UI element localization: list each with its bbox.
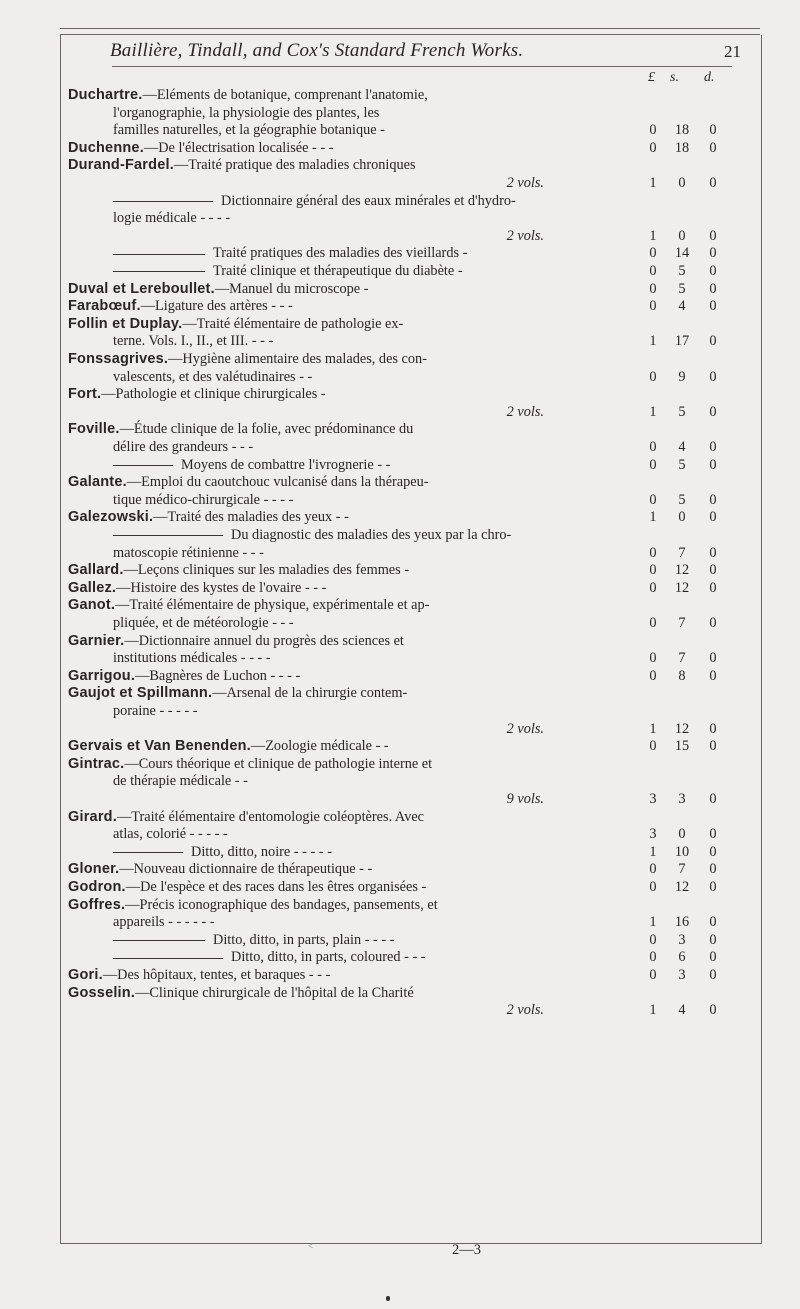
author-name: Gallez. (68, 579, 117, 596)
price-shillings: 17 (674, 333, 690, 350)
shillings-column-header: s. (670, 70, 679, 85)
entry-text: —De l'espèce et des races dans les êtres organisées - (125, 879, 427, 895)
ditto-dash (113, 940, 205, 941)
price-shillings: 6 (678, 949, 686, 966)
entry-text: —Traité pratique des maladies chroniques (173, 157, 416, 174)
price-shillings: 7 (678, 861, 686, 878)
price-shillings: 9 (678, 368, 686, 385)
printer-mark: ˂ (308, 1241, 314, 1251)
price-shillings: 5 (678, 456, 686, 473)
price-pounds: 3 (649, 826, 657, 843)
volumes-note: 2 vols. (506, 403, 544, 420)
entry-text: atlas, colorié - - - - - (113, 826, 228, 843)
author-name: Gervais et Van Benenden. (68, 738, 251, 755)
entry-text: Ditto, ditto, in parts, coloured - - - (231, 949, 426, 966)
price-pence: 0 (709, 263, 717, 279)
price-shillings: 3 (678, 967, 686, 983)
price-pence: 0 (709, 931, 717, 948)
catalog-entry (68, 897, 768, 932)
price-pounds: 1 (649, 174, 657, 191)
entry-text: Traité pratiques des maladies des vieillards - (213, 245, 468, 262)
entry-text: Ditto, ditto, in parts, plain - - - - (213, 931, 395, 948)
price-pounds: 0 (649, 931, 657, 948)
entry-text: l'organographie, la physiologie des plantes, les (113, 104, 380, 121)
entry-text: —Traité élémentaire de pathologie ex- (182, 315, 404, 332)
catalog-entry (68, 421, 768, 456)
entry-text: —Emploi du caoutchouc vulcanisé dans la thérapeu- (126, 474, 429, 491)
catalog-entry (68, 879, 768, 897)
price-shillings: 18 (674, 139, 690, 156)
entry-text: —Traité élémentaire d'entomologie coléoptères. Avec (116, 808, 425, 825)
price-pounds: 0 (649, 438, 657, 455)
entry-text: —Pathologie et clinique chirurgicales - (101, 386, 326, 403)
pounds-column-header: £ (648, 70, 655, 85)
ditto-dash (113, 958, 223, 959)
ditto-entry (68, 245, 768, 263)
catalog-entry (68, 756, 768, 809)
ditto-dash (113, 852, 183, 853)
catalog-entry (68, 562, 768, 580)
author-name: Garnier. (68, 632, 125, 649)
entry-text: Moyens de combattre l'ivrognerie - - (181, 456, 391, 473)
catalog-entry (68, 157, 768, 192)
entry-text: poraine - - - - - (113, 702, 198, 719)
entry-text: familles naturelles, et la géographie botanique - (113, 122, 385, 139)
price-shillings: 0 (678, 509, 686, 526)
price-pence: 0 (709, 403, 717, 420)
entry-text: —Ligature des artères - - - (140, 298, 293, 315)
entry-text: —Traité des maladies des yeux - - (153, 509, 349, 526)
price-pounds: 0 (649, 298, 657, 315)
price-pence: 0 (709, 122, 717, 139)
ditto-dash (113, 254, 205, 255)
catalog-entry (68, 140, 768, 158)
author-name: Goffres. (68, 896, 126, 913)
price-pounds: 1 (649, 227, 657, 244)
ditto-dash (113, 465, 173, 466)
price-pounds: 0 (649, 562, 657, 579)
volumes-note: 2 vols. (506, 227, 544, 244)
price-pounds: 1 (649, 914, 657, 931)
ditto-entry (68, 932, 768, 950)
catalog-entry (68, 316, 768, 351)
page-number: 21 (724, 42, 741, 61)
author-name: Gori. (68, 967, 103, 983)
price-shillings: 4 (678, 1002, 686, 1019)
catalog-entry (68, 509, 768, 527)
entry-text: terne. Vols. I., II., et III. - - - (113, 333, 274, 350)
price-shillings: 10 (674, 843, 690, 860)
price-pence: 0 (709, 174, 717, 191)
entry-text: —Des hôpitaux, tentes, et baraques - - - (102, 967, 331, 983)
author-name: Girard. (68, 808, 117, 825)
ditto-dash (113, 201, 213, 202)
entry-text: pliquée, et de météorologie - - - (113, 614, 294, 631)
author-name: Gaujot et Spillmann. (68, 685, 213, 702)
entry-text: —Clinique chirurgicale de l'hôpital de la Charité (135, 984, 414, 1001)
price-shillings: 15 (674, 738, 690, 755)
price-pence: 0 (709, 544, 717, 561)
price-pence: 0 (709, 667, 717, 684)
price-pounds: 0 (649, 650, 657, 667)
author-name: Farabœuf. (68, 298, 141, 315)
price-pounds: 0 (649, 139, 657, 156)
ditto-entry (68, 844, 768, 862)
author-name: Duval et Lereboullet. (68, 280, 215, 297)
volumes-note: 2 vols. (506, 1002, 544, 1019)
ditto-entry (68, 527, 768, 562)
entry-text: appareils - - - - - - (113, 914, 215, 931)
entry-text: logie médicale - - - - (113, 210, 231, 227)
entry-text: matoscopie rétinienne - - - (113, 544, 264, 561)
price-pounds: 1 (649, 720, 657, 737)
catalog-entry (68, 685, 768, 738)
author-name: Duchartre. (68, 87, 143, 103)
price-shillings: 0 (678, 174, 686, 191)
ink-speck (386, 1296, 390, 1301)
author-name: Follin et Duplay. (68, 315, 183, 332)
entry-text: Dictionnaire général des eaux minérales et d'hydro- (221, 192, 516, 209)
signature-mark: 2—3 (452, 1242, 481, 1258)
catalog-entry (68, 474, 768, 509)
price-pounds: 0 (649, 280, 657, 297)
price-pence: 0 (709, 456, 717, 473)
entry-text: Traité clinique et thérapeutique du diabète - (213, 263, 463, 279)
price-pounds: 1 (649, 509, 657, 526)
entry-text: valescents, et des valétudinaires - - (113, 368, 313, 385)
entry-text: —Nouveau dictionnaire de thérapeutique - - (119, 861, 373, 878)
author-name: Fonssagrives. (68, 351, 169, 367)
author-name: Gloner. (68, 861, 120, 878)
volumes-note: 2 vols. (506, 720, 544, 737)
header-rule (112, 66, 732, 67)
entry-text: —De l'électrisation localisée - - - (143, 139, 334, 156)
author-name: Gintrac. (68, 755, 125, 772)
price-shillings: 14 (674, 245, 690, 262)
price-shillings: 7 (678, 544, 686, 561)
pence-column-header: d. (704, 70, 715, 85)
price-pounds: 1 (649, 1002, 657, 1019)
catalog-entry (68, 985, 768, 1020)
running-header-title: Baillière, Tindall, and Cox's Standard French Works. (110, 40, 524, 61)
price-pence: 0 (709, 298, 717, 315)
price-pounds: 0 (649, 614, 657, 631)
price-shillings: 18 (674, 122, 690, 139)
entry-text: —Cours théorique et clinique de pathologie interne et (124, 755, 433, 772)
price-pounds: 0 (649, 263, 657, 279)
price-pence: 0 (709, 139, 717, 156)
volumes-note: 2 vols. (506, 174, 544, 191)
price-pence: 0 (709, 790, 717, 807)
price-shillings: 12 (674, 720, 690, 737)
price-shillings: 7 (678, 650, 686, 667)
ditto-entry (68, 193, 768, 246)
ditto-entry (68, 457, 768, 475)
price-pence: 0 (709, 438, 717, 455)
price-pence: 0 (709, 914, 717, 931)
price-shillings: 4 (678, 438, 686, 455)
catalog-entry (68, 298, 768, 316)
entry-text: institutions médicales - - - - (113, 650, 271, 667)
price-pence: 0 (709, 491, 717, 508)
author-name: Gallard. (68, 562, 124, 579)
ditto-dash (113, 535, 223, 536)
author-name: Garrigou. (68, 667, 136, 684)
author-name: Galezowski. (68, 509, 154, 526)
price-pence: 0 (709, 509, 717, 526)
price-shillings: 3 (678, 931, 686, 948)
catalog-entry (68, 580, 768, 598)
entry-text: —Traité élémentaire de physique, expérimentale et ap- (115, 597, 430, 614)
author-name: Fort. (68, 386, 102, 403)
price-pounds: 0 (649, 579, 657, 596)
price-shillings: 12 (674, 579, 690, 596)
price-shillings: 5 (678, 263, 686, 279)
price-shillings: 8 (678, 667, 686, 684)
price-pence: 0 (709, 333, 717, 350)
price-pounds: 0 (649, 544, 657, 561)
price-pence: 0 (709, 562, 717, 579)
top-border-rule (60, 28, 760, 29)
author-name: Gosselin. (68, 984, 136, 1001)
price-pounds: 0 (649, 368, 657, 385)
price-pounds: 0 (649, 245, 657, 262)
price-shillings: 0 (678, 826, 686, 843)
catalog-entry (68, 861, 768, 879)
entry-text: —Étude clinique de la folie, avec prédominance du (119, 421, 414, 438)
price-pounds: 0 (649, 861, 657, 878)
catalog-entry (68, 738, 768, 756)
price-pence: 0 (709, 879, 717, 895)
price-pounds: 0 (649, 456, 657, 473)
price-pence: 0 (709, 826, 717, 843)
price-pounds: 0 (649, 879, 657, 895)
price-pence: 0 (709, 843, 717, 860)
author-name: Galante. (68, 474, 127, 491)
price-pence: 0 (709, 280, 717, 297)
catalog-entry (68, 351, 768, 386)
price-pence: 0 (709, 650, 717, 667)
author-name: Foville. (68, 421, 120, 438)
ditto-entry (68, 949, 768, 967)
price-pence: 0 (709, 738, 717, 755)
price-pounds: 1 (649, 333, 657, 350)
price-pence: 0 (709, 967, 717, 983)
catalog-entry (68, 633, 768, 668)
catalog-entry (68, 597, 768, 632)
catalog-entry (68, 281, 768, 299)
price-pence: 0 (709, 861, 717, 878)
entry-text: —Arsenal de la chirurgie contem- (212, 685, 408, 702)
author-name: Ganot. (68, 597, 116, 614)
price-pounds: 0 (649, 967, 657, 983)
price-pounds: 1 (649, 403, 657, 420)
ditto-entry (68, 263, 768, 281)
price-shillings: 16 (674, 914, 690, 931)
catalog-entry (68, 87, 768, 140)
price-pounds: 0 (649, 667, 657, 684)
price-pence: 0 (709, 227, 717, 244)
entry-text: de thérapie médicale - - (113, 773, 248, 790)
catalog-entry (68, 668, 768, 686)
catalog-entry (68, 386, 768, 421)
entry-text: Du diagnostic des maladies des yeux par la chro- (231, 527, 512, 543)
author-name: Durand-Fardel. (68, 157, 174, 174)
price-shillings: 12 (674, 879, 690, 895)
price-pence: 0 (709, 368, 717, 385)
entry-text: —Leçons cliniques sur les maladies des femmes - (123, 562, 410, 579)
price-pence: 0 (709, 579, 717, 596)
author-name: Duchenne. (68, 139, 144, 156)
entry-text: délire des grandeurs - - - (113, 438, 254, 455)
entry-text: —Dictionnaire annuel du progrès des sciences et (124, 632, 404, 649)
price-pence: 0 (709, 949, 717, 966)
entry-text: tique médico-chirurgicale - - - - (113, 491, 294, 508)
price-pence: 0 (709, 1002, 717, 1019)
price-shillings: 5 (678, 403, 686, 420)
price-pounds: 0 (649, 122, 657, 139)
entry-text: —Manuel du microscope - (214, 280, 369, 297)
catalog-entry (68, 967, 768, 985)
entry-text: —Histoire des kystes de l'ovaire - - - (116, 579, 327, 596)
price-pounds: 0 (649, 491, 657, 508)
price-pounds: 0 (649, 949, 657, 966)
entry-text: —Bagnères de Luchon - - - - (135, 667, 301, 684)
price-shillings: 12 (674, 562, 690, 579)
price-pence: 0 (709, 245, 717, 262)
price-shillings: 5 (678, 491, 686, 508)
author-name: Godron. (68, 879, 126, 895)
entry-text: —Eléments de botanique, comprenant l'anatomie, (142, 87, 428, 103)
price-shillings: 0 (678, 227, 686, 244)
price-pounds: 3 (649, 790, 657, 807)
price-pence: 0 (709, 720, 717, 737)
price-shillings: 5 (678, 280, 686, 297)
entry-text: —Zoologie médicale - - (250, 738, 389, 755)
entry-text: —Hygiène alimentaire des malades, des con- (168, 351, 427, 367)
price-shillings: 7 (678, 614, 686, 631)
price-pounds: 0 (649, 738, 657, 755)
price-pence: 0 (709, 614, 717, 631)
entry-text: Ditto, ditto, noire - - - - - (191, 843, 332, 860)
price-pounds: 1 (649, 843, 657, 860)
catalog-entry (68, 809, 768, 844)
price-shillings: 4 (678, 298, 686, 315)
ditto-dash (113, 271, 205, 272)
entry-text: —Précis iconographique des bandages, pansements, et (125, 896, 438, 913)
price-shillings: 3 (678, 790, 686, 807)
volumes-note: 9 vols. (506, 790, 544, 807)
